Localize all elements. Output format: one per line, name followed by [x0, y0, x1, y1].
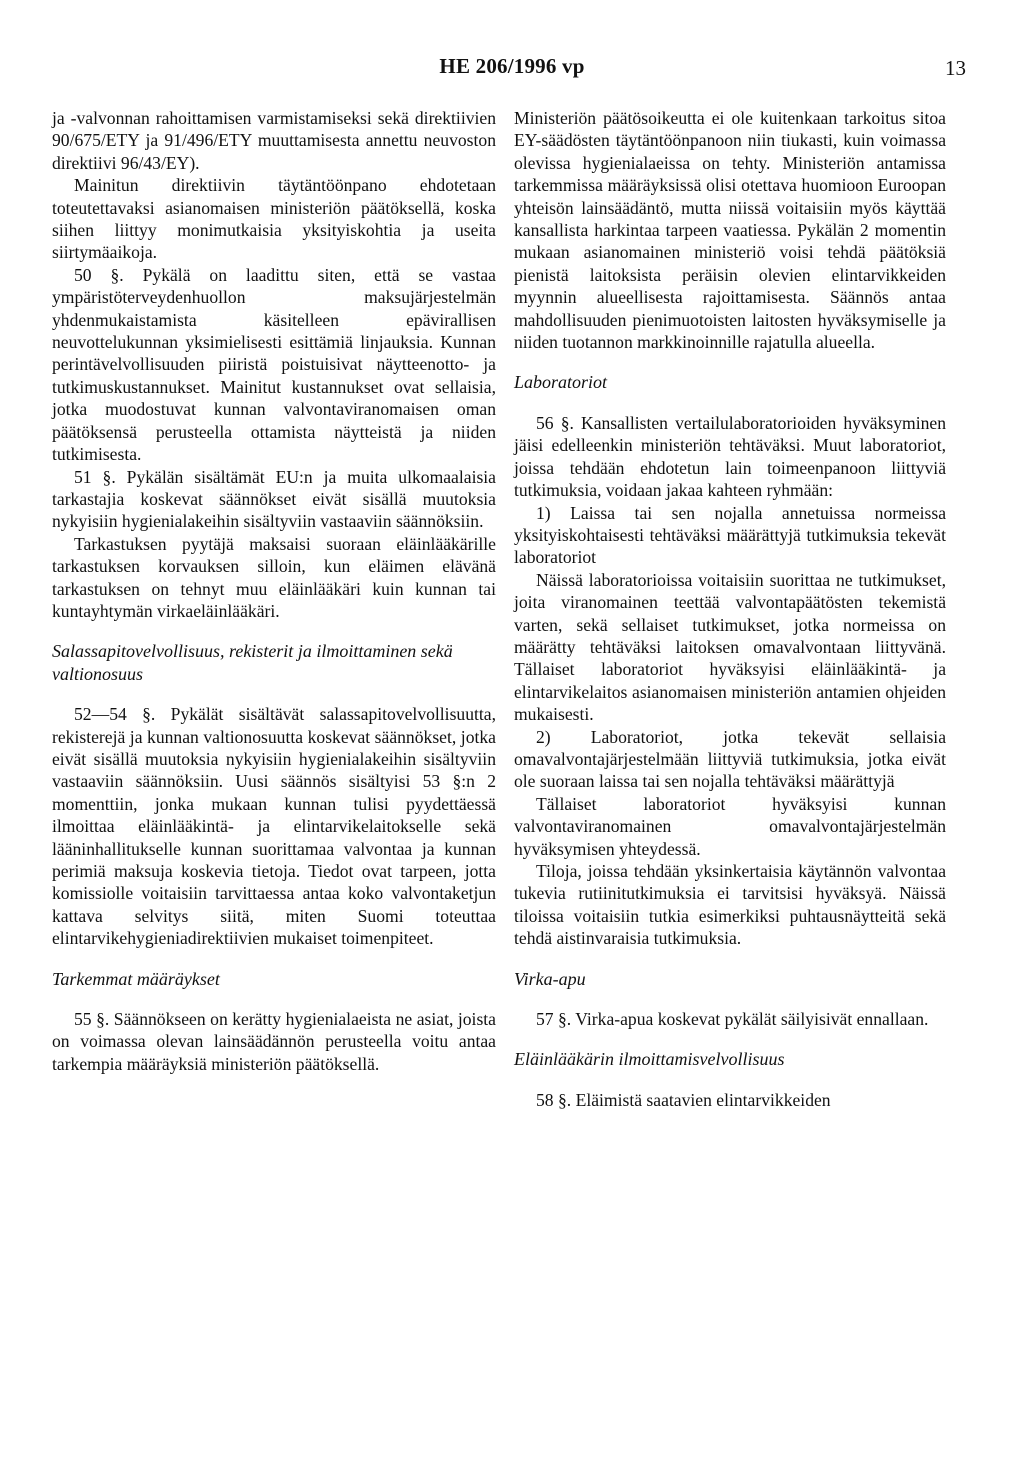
section-heading: Tarkemmat määräykset [52, 968, 220, 989]
paragraph: ja -valvonnan rahoittamisen varmistamiseksi sekä direktiivien 90/675/ETY ja 91/496/ETY muuttamisesta annettu neuvoston direktiivi 96/43/EY). [52, 108, 496, 173]
paragraph: 58 §. Eläimistä saatavien elintarvikkeiden [536, 1089, 831, 1110]
document-id: HE 206/1996 vp [439, 54, 585, 78]
paragraph: 50 §. Pykälä on laadittu siten, että se vastaa ympäristöterveydenhuollon maksujärjestelmän yhdenmukaistamista käsitelleen epävirallisen neuvottelukunnan yksimielisesti esittämiä linjauksia. Kunnan perintävelvollisuuden piiristä poistuisivat näytteenotto- ja tutkimuskustannukset. Mainitut kustannukset ovat sellaisia, jotka muodostuvat kunnan valvontaviranomaisen oman päätöksensä perusteella ottamista näytteistä ja niiden tutkimisesta. [52, 264, 496, 465]
paragraph: 51 §. Pykälän sisältämät EU:n ja muita ulkomaalaisia tarkastajia koskevat säännökset eivät sisällä muutoksia nykyisiin hygienialakeihin sisältyviin vastaaviin säännöksiin. [52, 466, 496, 532]
right-column [514, 107, 946, 1111]
paragraph: Tarkastuksen pyytäjä maksaisi suoraan eläinlääkärille tarkastuksen korvauksen silloin, kun eläimen elävänä tarkastuksen on tehnyt muu eläinlääkäri kuin kunnan tai kuntayhtymän virkaeläinlääkäri. [52, 533, 496, 621]
section-heading: Virka-apu [514, 968, 586, 989]
page-number: 13 [945, 56, 966, 80]
section-heading: Salassapitovelvollisuus, rekisterit ja ilmoittaminen sekä valtionosuus [52, 641, 453, 684]
paragraph: Ministeriön päätösoikeutta ei ole kuitenkaan tarkoitus sitoa EY-säädösten täytäntöönpanoon niin tiukasti, kuin voimassa olevissa hygienialaeissa on tehty. Ministeriön antamissa tarkemmissa määräyksissä olisi otettava huomioon Euroopan yhteisön lainsäädäntö, mutta niissä voitaisiin myös käyttää kansallista harkintaa tarpeen vaatiessa. Pykälän 2 momentin mukaan asianomainen ministeriö voisi tehdä päätöksiä pienistä laitoksista peräisin olevien elintarvikkeiden myynnin alueellisesta rajoittamisesta. Säännös antaa mahdollisuuden pienimuotoisten laitosten hyväksymiselle ja niiden tuotannon markkinoinnille rajatulla alueella. [514, 108, 946, 353]
paragraph: Tällaiset laboratoriot hyväksyisi kunnan valvontaviranomainen omavalvontajärjestelmän hyväksymisen yhteydessä. [514, 793, 946, 859]
paragraph: Tiloja, joissa tehdään yksinkertaisia käytännön valvontaa tukevia rutiinitutkimuksia ei tarvitsisi hyväksyä. Näissä tiloissa voitaisiin tutkia esimerkiksi puhtausnäytteitä sekä tehdä aistinvaraisia tutkimuksia. [514, 861, 946, 949]
paragraph: Mainitun direktiivin täytäntöönpano ehdotetaan toteutettavaksi asianomaisen ministeriön päätöksellä, koska siihen liittyy monimutkaisia yksityiskohtia ja useita siirtymäaikoja. [52, 175, 496, 263]
page-header [0, 54, 1024, 88]
paragraph: 2) Laboratoriot, jotka tekevät sellaisia omavalvontajärjestelmään liittyviä tutkimuksia, jotka eivät ole suoraan laissa tai sen nojalla tehtäväksi määrättyjä [514, 726, 946, 792]
paragraph: 55 §. Säännökseen on kerätty hygienialaeista ne asiat, joista on voimassa olevan lainsäädännön perusteella voitu antaa tarkempia määräyksiä ministeriön päätöksellä. [52, 1009, 496, 1074]
paragraph: 57 §. Virka-apua koskevat pykälät säilyisivät ennallaan. [536, 1009, 929, 1030]
section-heading: Laboratoriot [514, 372, 608, 393]
paragraph: Näissä laboratorioissa voitaisiin suorittaa ne tutkimukset, joita viranomainen teettää valvontapäätösten tekemistä varten, sekä sellaiset tutkimukset, jotka normeissa on määrätty tehtäväksi laitoksen omavalvontaan liittyvänä. Tällaiset laboratoriot hyväksyisi eläinlääkintä- ja elintarvikelaitos asianomaisen ministeriön antamien ohjeiden mukaisesti. [514, 569, 946, 725]
section-heading: Eläinlääkärin ilmoittamisvelvollisuus [514, 1049, 785, 1070]
left-column [52, 107, 496, 1075]
paragraph: 52—54 §. Pykälät sisältävät salassapitovelvollisuutta, rekisterejä ja kunnan valtionosuutta koskevat säännökset, jotka eivät sisällä muutoksia nykyisiin hygienialakeihin sisältyviin vastaaviin säännöksiin. Uusi säännös sisältyisi 53 §:n 2 momenttiin, jonka mukaan kunnan tulisi pyydettäessä ilmoittaa eläinlääkintä- ja elintarvikelaitokselle sekä lääninhallitukselle kunnan suorittamaa valvontaa ja kunnan perimiä maksuja koskevia tietoja. Tiedot ovat tarpeen, jotta komissiolle voitaisiin tarvittaessa antaa koko valvontaketjun kattava selvitys siitä, miten Suomi toteuttaa elintarvikehygieniadirektiivien mukaiset toimenpiteet. [52, 704, 496, 949]
paragraph: 1) Laissa tai sen nojalla annetuissa normeissa yksityiskohtaisesti tehtäväksi määrättyjä tutkimuksia tekevät laboratoriot [514, 502, 946, 568]
paragraph: 56 §. Kansallisten vertailulaboratorioiden hyväksyminen jäisi edelleenkin ministeriön tehtäväksi. Muut laboratoriot, joissa tehdään ehdotetun lain toimeenpanoon liittyviä tutkimuksia, voidaan jakaa kahteen ryhmään: [514, 412, 946, 501]
